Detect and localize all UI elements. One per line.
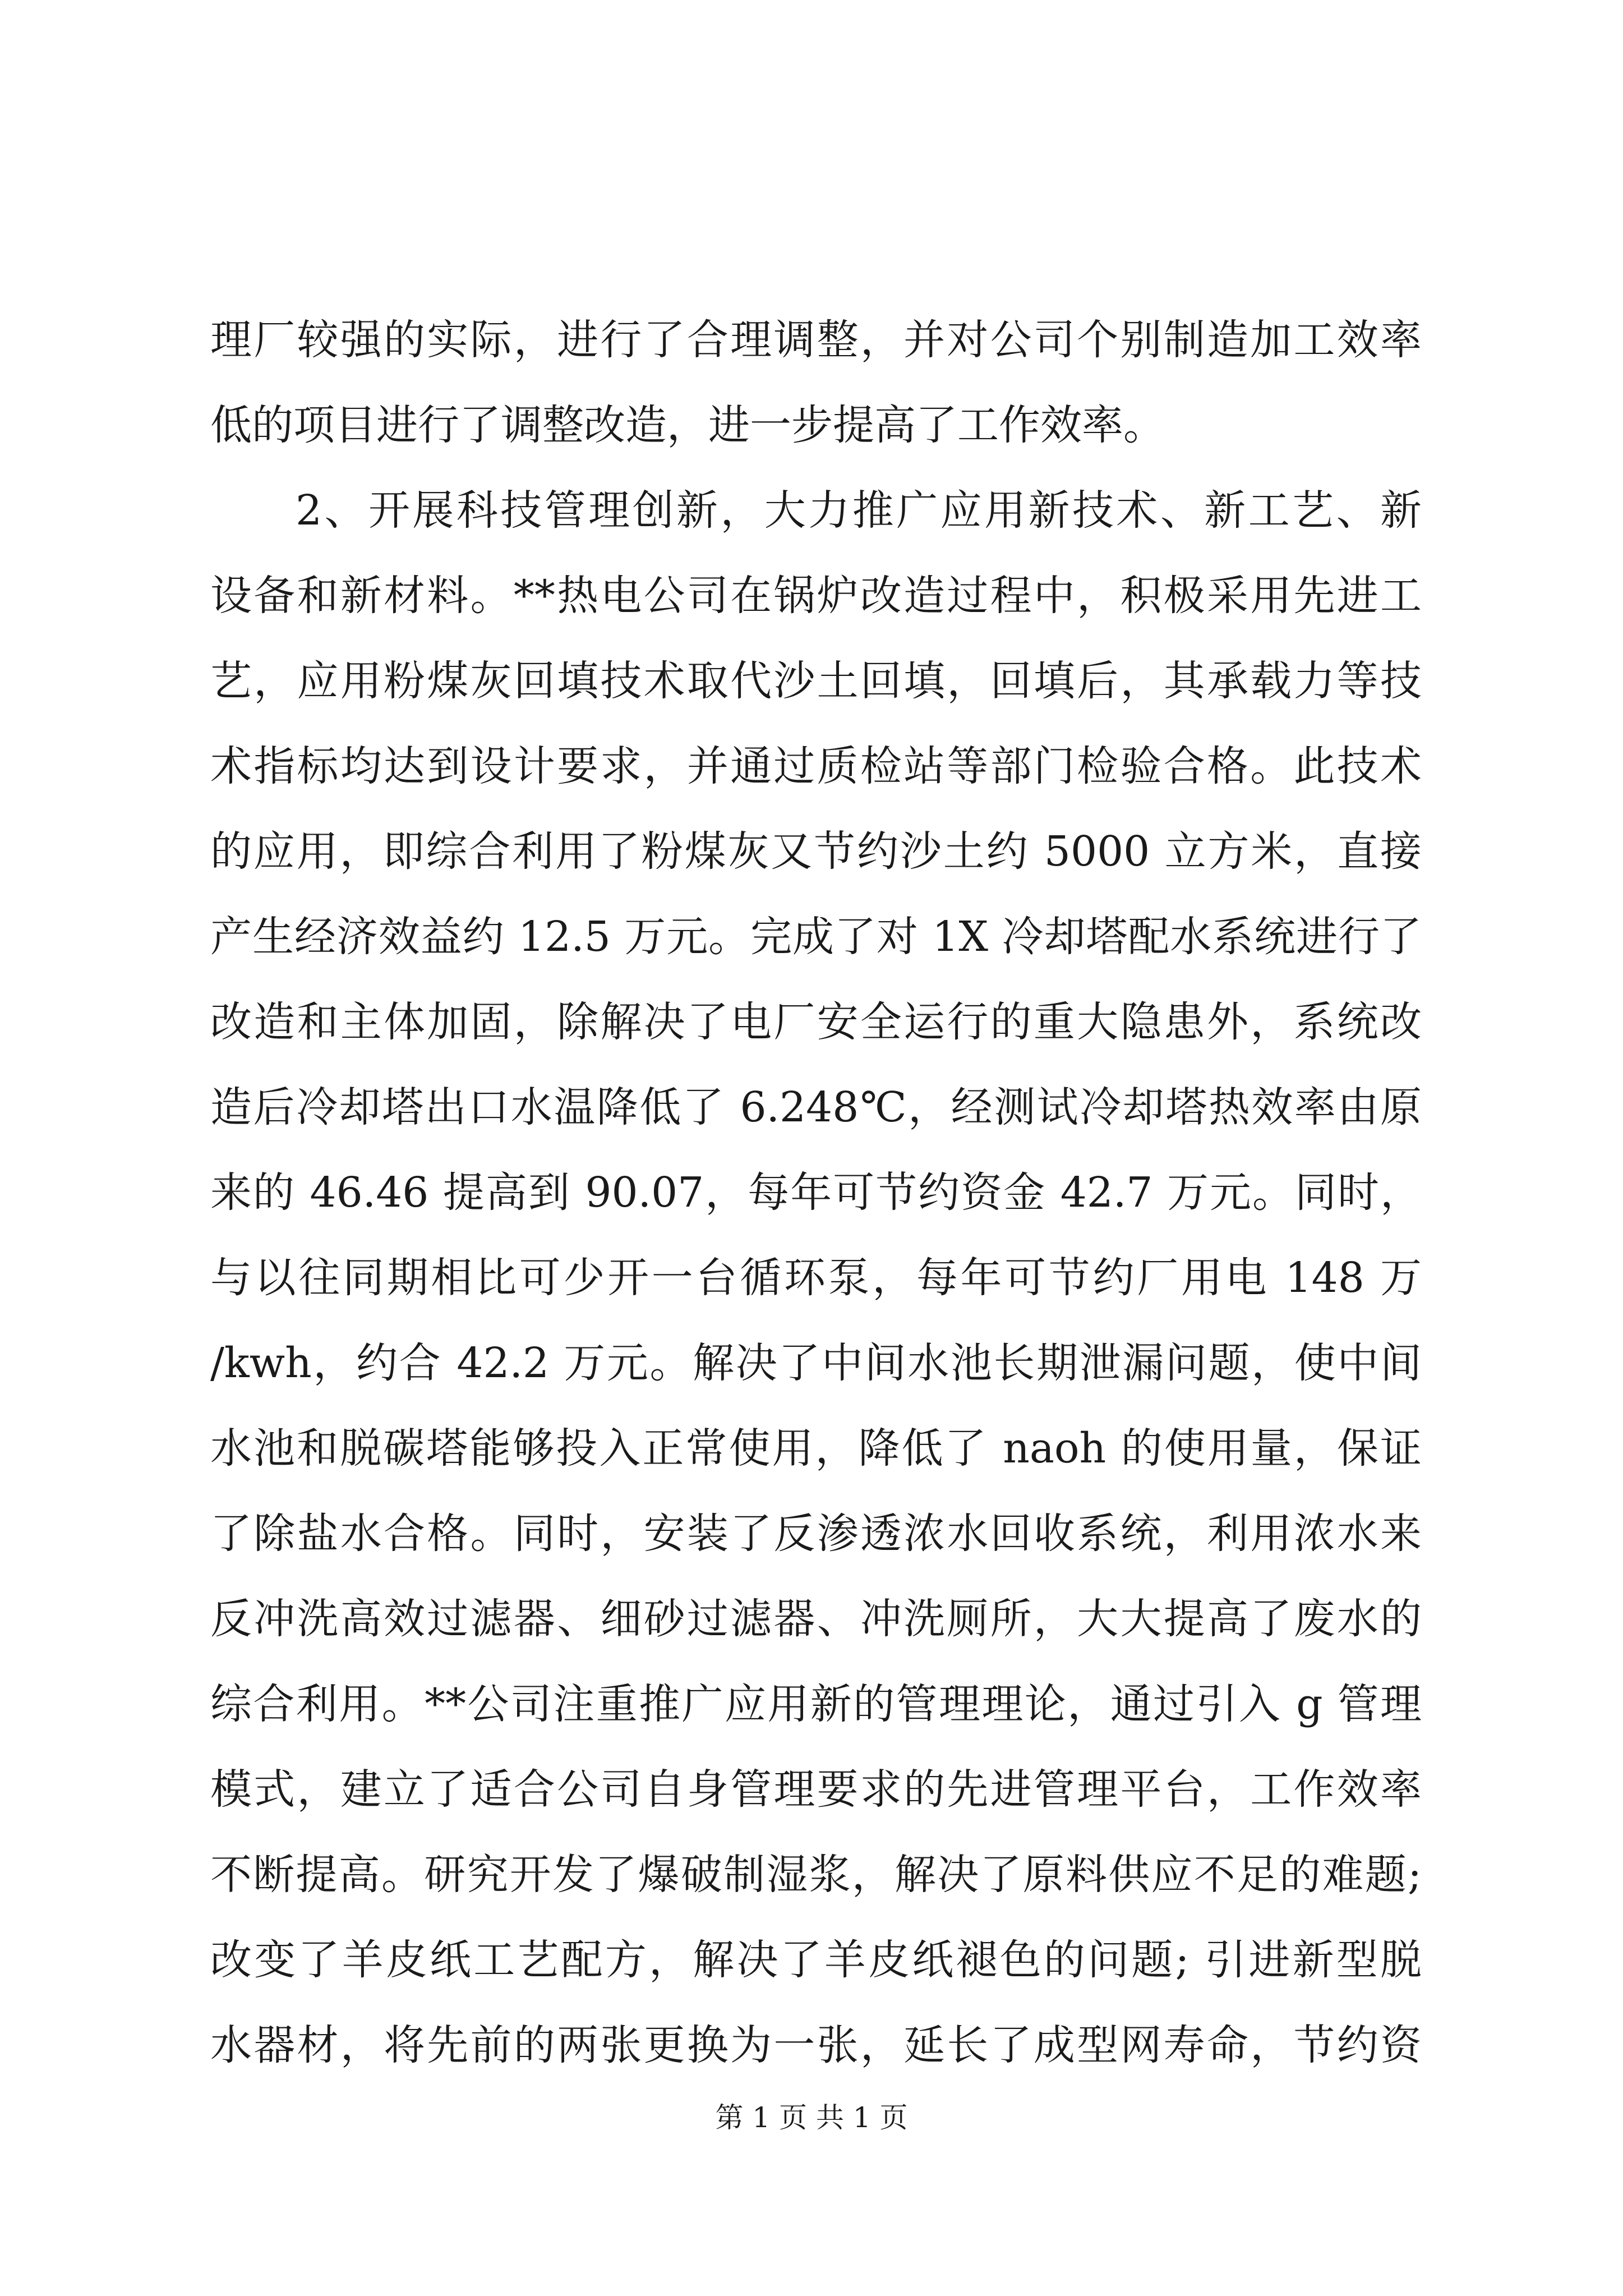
text-line-18: 模式，建立了适合公司自身管理要求的先进管理平台，工作效率 — [210, 1765, 1422, 1814]
text-line-15: 了除盐水合格。同时，安装了反渗透浓水回收系统，利用浓水来 — [210, 1510, 1422, 1558]
text-line-10: 造后冷却塔出口水温降低了 6.248℃，经测试冷却塔热效率由原 — [210, 1083, 1422, 1131]
text-line-19: 不断提高。研究开发了爆破制湿浆，解决了原料供应不足的难题; — [210, 1851, 1422, 1899]
text-line-20: 改变了羊皮纸工艺配方，解决了羊皮纸褪色的问题; 引进新型脱 — [210, 1936, 1422, 1984]
text-line-1: 理厂较强的实际，进行了合理调整，并对公司个别制造加工效率 — [210, 316, 1422, 364]
text-line-21: 水器材，将先前的两张更换为一张，延长了成型网寿命，节约资 — [210, 2021, 1422, 2069]
text-line-2: 低的项目进行了调整改造，进一步提高了工作效率。 — [210, 401, 1165, 449]
text-line-8: 产生经济效益约 12.5 万元。完成了对 1X 冷却塔配水系统进行了 — [210, 913, 1422, 961]
text-line-5: 艺，应用粉煤灰回填技术取代沙土回填，回填后，其承载力等技 — [210, 657, 1422, 705]
text-line-13: /kwh，约合 42.2 万元。解决了中间水池长期泄漏问题，使中间 — [210, 1339, 1422, 1387]
document-body — [210, 297, 1422, 2088]
text-line-4: 设备和新材料。**热电公司在锅炉改造过程中，积极采用先进工 — [210, 572, 1422, 620]
text-line-3: 2、开展科技管理创新，大力推广应用新技术、新工艺、新 — [296, 486, 1422, 535]
text-line-9: 改造和主体加固，除解决了电厂安全运行的重大隐患外，系统改 — [210, 998, 1422, 1046]
text-line-12: 与以往同期相比可少开一台循环泵，每年可节约厂用电 148 万 — [210, 1254, 1422, 1302]
text-line-6: 术指标均达到设计要求，并通过质检站等部门检验合格。此技术 — [210, 742, 1422, 790]
text-line-16: 反冲洗高效过滤器、细砂过滤器、冲洗厕所，大大提高了废水的 — [210, 1595, 1422, 1643]
text-line-17: 综合利用。**公司注重推广应用新的管理理论，通过引入 g 管理 — [210, 1680, 1422, 1728]
page-footer — [0, 2098, 1623, 2137]
text-line-11: 来的 46.46 提高到 90.07，每年可节约资金 42.7 万元。同时， — [210, 1168, 1422, 1217]
page-number-label: 第 1 页 共 1 页 — [715, 2101, 908, 2134]
text-line-14: 水池和脱碳塔能够投入正常使用，降低了 naoh 的使用量，保证 — [210, 1424, 1422, 1473]
text-line-7: 的应用，即综合利用了粉煤灰又节约沙土约 5000 立方米，直接 — [210, 827, 1422, 876]
